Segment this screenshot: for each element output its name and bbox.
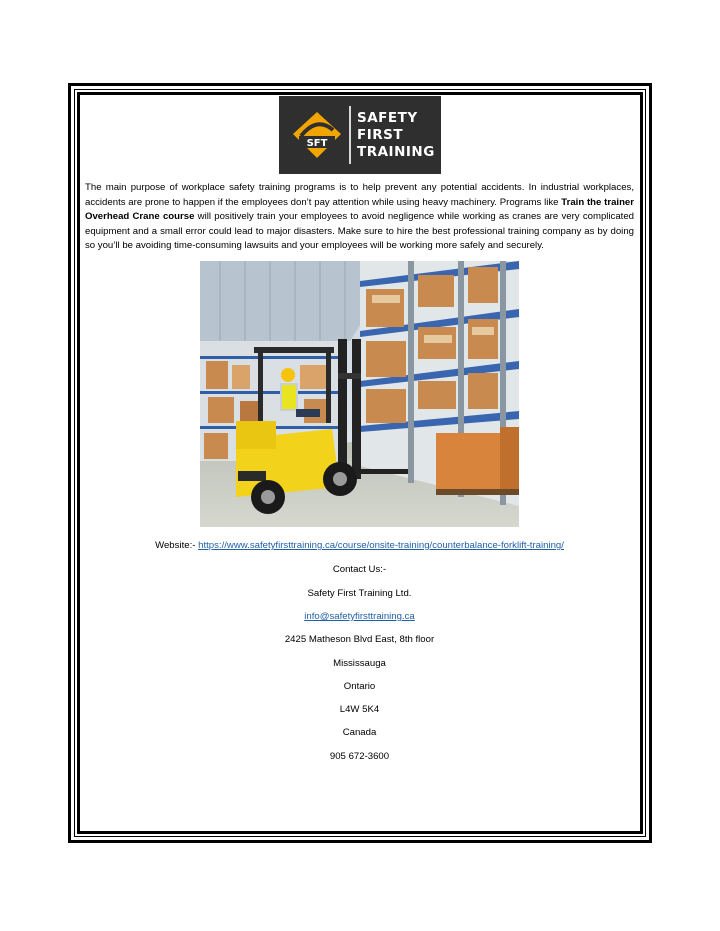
company-logo bbox=[279, 96, 441, 174]
email-line bbox=[85, 610, 634, 623]
country-line: Canada bbox=[342, 727, 377, 738]
sft-emblem-icon bbox=[291, 110, 343, 160]
intro-text-after: will positively train your employees to avoid negligence while working as cranes are very complicated equipment and a small error could lead to major disasters. Make sure to hire the best professional training company as by doing so you’ll be avoiding time-consuming lawsuits and your employees will be working more safely and securely. bbox=[85, 211, 635, 251]
logo-word-safety: SAFETY bbox=[357, 110, 418, 126]
logo-word-first: FIRST bbox=[357, 127, 404, 143]
company-name: Safety First Training Ltd. bbox=[307, 588, 412, 599]
website-link[interactable]: https://www.safetyfirsttraining.ca/course/onsite-training/counterbalance-forklift-training/ bbox=[198, 540, 564, 551]
intro-text-before: The main purpose of workplace safety training programs is to help prevent any potential accidents. In industrial workplaces, accidents are prone to happen if the employees don’t pay attention while using heavy machinery. Programs like bbox=[85, 182, 634, 208]
logo-divider bbox=[349, 106, 351, 164]
email-link[interactable]: info@safetyfirsttraining.ca bbox=[304, 611, 415, 622]
intro-course-name: Train the trainer Overhead Crane course bbox=[85, 196, 635, 222]
contact-heading: Contact Us:- bbox=[332, 564, 387, 575]
intro-paragraph bbox=[85, 181, 634, 254]
forklift-illustration bbox=[200, 261, 519, 527]
logo-wordmark bbox=[357, 110, 435, 161]
forklift-warehouse-photo bbox=[200, 261, 519, 527]
website-line bbox=[85, 539, 634, 552]
phone-line: 905 672-3600 bbox=[329, 751, 390, 762]
city-line: Mississauga bbox=[333, 658, 386, 669]
emblem-text: SFT bbox=[306, 138, 328, 149]
province-line: Ontario bbox=[343, 681, 376, 692]
address-line: 2425 Matheson Blvd East, 8th floor bbox=[284, 634, 435, 645]
postal-code-line: L4W 5K4 bbox=[339, 704, 380, 715]
logo-word-training: TRAINING bbox=[357, 144, 435, 160]
website-label: Website:- bbox=[155, 540, 199, 551]
